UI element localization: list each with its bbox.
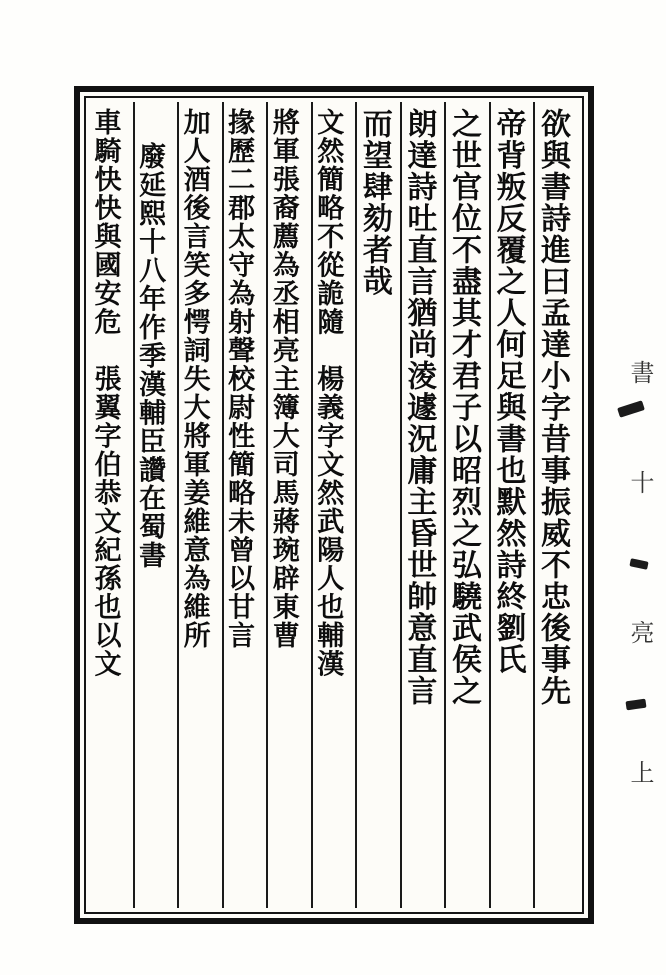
column-text: 之世官位不盡其才君子以昭烈之弘驍武侯之 [445,108,481,707]
column-text: 朗達詩吐直言猶尚淩遽況庸主昏世帥意直言 [401,108,437,707]
text-column [222,102,267,908]
text-column [90,102,133,908]
ink-mark [625,699,646,711]
margin-mark-4: 上 [626,760,654,784]
column-text: 將軍張裔薦為丞相亮主簿大司馬蔣琬辟東曹 [267,108,299,650]
ink-mark [617,400,645,418]
ink-mark [629,558,648,570]
column-text: 欲與書詩進曰孟達小字昔事振威不忠後事先 [535,108,571,707]
text-columns [90,102,578,908]
text-column [400,102,445,908]
column-text: 加人酒後言笑多愕詞失大將軍姜維意為維所 [178,108,210,650]
text-block-frame [74,86,594,924]
column-text: 而望肆劾者哉 [356,108,392,297]
text-column [133,102,178,908]
margin-mark-3: 亮 [626,620,654,644]
column-text: 文然簡略不從詭隨 楊義字文然武陽人也輔漢 [312,108,344,678]
column-text: 車騎快快與國安危 張翼字伯恭文紀孫也以文 [89,108,121,678]
text-column [311,102,356,908]
column-text: 廢延熙十八年作季漢輔臣讚在蜀書 [134,142,166,570]
column-text: 掾歷二郡太守為射聲校尉性簡略未曾以甘言 [223,108,255,650]
text-column [533,102,578,908]
margin-mark-2: 十 [626,470,654,494]
text-column [355,102,400,908]
text-column [489,102,534,908]
text-column [444,102,489,908]
margin-mark-1: 書 [626,360,654,384]
column-text: 帝背叛反覆之人何足與書也默然詩終劉氏 [490,108,526,675]
text-column [177,102,222,908]
text-column [266,102,311,908]
